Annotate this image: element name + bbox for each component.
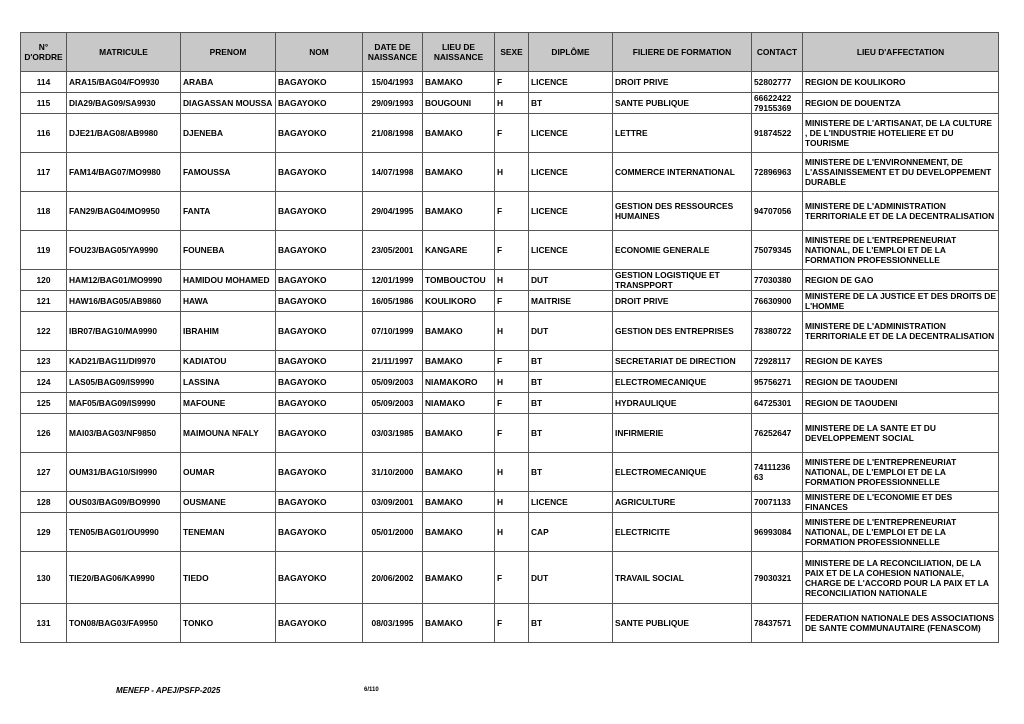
cell-matricule: LAS05/BAG09/IS9990 [67, 372, 181, 393]
header-matricule: MATRICULE [67, 33, 181, 72]
cell-lieu-naissance: NIAMAKO [423, 393, 495, 414]
cell-contact: 72928117 [752, 351, 803, 372]
header-contact: CONTACT [752, 33, 803, 72]
cell-prenom: DJENEBA [181, 114, 276, 153]
header-nom: NOM [276, 33, 363, 72]
cell-date-naissance: 03/03/1985 [363, 414, 423, 453]
cell-lieu-naissance: KOULIKORO [423, 291, 495, 312]
cell-date-naissance: 16/05/1986 [363, 291, 423, 312]
cell-matricule: DJE21/BAG08/AB9980 [67, 114, 181, 153]
cell-contact: 72896963 [752, 153, 803, 192]
cell-nom: BAGAYOKO [276, 414, 363, 453]
cell-diplome: DUT [529, 552, 613, 604]
header-diplome: DIPLÔME [529, 33, 613, 72]
cell-numero-ordre: 114 [21, 72, 67, 93]
cell-filiere: ELECTROMECANIQUE [613, 372, 752, 393]
header-sexe: SEXE [495, 33, 529, 72]
cell-nom: BAGAYOKO [276, 393, 363, 414]
cell-prenom: LASSINA [181, 372, 276, 393]
cell-diplome: DUT [529, 312, 613, 351]
cell-contact: 76252647 [752, 414, 803, 453]
cell-lieu-affectation: REGION DE DOUENTZA [803, 93, 999, 114]
cell-filiere: LETTRE [613, 114, 752, 153]
cell-diplome: LICENCE [529, 114, 613, 153]
cell-matricule: MAI03/BAG03/NF9850 [67, 414, 181, 453]
cell-numero-ordre: 121 [21, 291, 67, 312]
cell-matricule: KAD21/BAG11/DI9970 [67, 351, 181, 372]
cell-prenom: DIAGASSAN MOUSSA [181, 93, 276, 114]
cell-sexe: H [495, 492, 529, 513]
cell-contact: 95756271 [752, 372, 803, 393]
cell-nom: BAGAYOKO [276, 372, 363, 393]
cell-sexe: H [495, 93, 529, 114]
cell-contact: 75079345 [752, 231, 803, 270]
table-row [21, 192, 999, 231]
cell-nom: BAGAYOKO [276, 93, 363, 114]
cell-contact: 66622422 79155369 [752, 93, 803, 114]
cell-diplome: BT [529, 351, 613, 372]
cell-matricule: HAW16/BAG05/AB9860 [67, 291, 181, 312]
cell-sexe: F [495, 114, 529, 153]
cell-contact: 70071133 [752, 492, 803, 513]
cell-diplome: LICENCE [529, 492, 613, 513]
cell-numero-ordre: 115 [21, 93, 67, 114]
table-row [21, 114, 999, 153]
cell-matricule: ARA15/BAG04/FO9930 [67, 72, 181, 93]
cell-diplome: LICENCE [529, 153, 613, 192]
cell-matricule: DIA29/BAG09/SA9930 [67, 93, 181, 114]
cell-lieu-naissance: KANGARE [423, 231, 495, 270]
cell-sexe: H [495, 513, 529, 552]
cell-matricule: FAM14/BAG07/MO9980 [67, 153, 181, 192]
cell-lieu-naissance: BAMAKO [423, 513, 495, 552]
cell-numero-ordre: 122 [21, 312, 67, 351]
table-row [21, 153, 999, 192]
cell-sexe: H [495, 312, 529, 351]
cell-lieu-affectation: MINISTERE DE L'ADMINISTRATION TERRITORIALE ET DE LA DECENTRALISATION [803, 312, 999, 351]
cell-diplome: LICENCE [529, 192, 613, 231]
cell-numero-ordre: 123 [21, 351, 67, 372]
cell-prenom: KADIATOU [181, 351, 276, 372]
cell-diplome: BT [529, 372, 613, 393]
cell-date-naissance: 29/04/1995 [363, 192, 423, 231]
cell-date-naissance: 03/09/2001 [363, 492, 423, 513]
cell-lieu-naissance: BAMAKO [423, 114, 495, 153]
cell-nom: BAGAYOKO [276, 312, 363, 351]
cell-sexe: F [495, 291, 529, 312]
cell-prenom: TIEDO [181, 552, 276, 604]
cell-prenom: FANTA [181, 192, 276, 231]
cell-numero-ordre: 130 [21, 552, 67, 604]
cell-contact: 76630900 [752, 291, 803, 312]
cell-contact: 52802777 [752, 72, 803, 93]
cell-nom: BAGAYOKO [276, 513, 363, 552]
cell-date-naissance: 21/08/1998 [363, 114, 423, 153]
cell-prenom: MAIMOUNA NFALY [181, 414, 276, 453]
cell-date-naissance: 15/04/1993 [363, 72, 423, 93]
cell-nom: BAGAYOKO [276, 153, 363, 192]
cell-filiere: HYDRAULIQUE [613, 393, 752, 414]
cell-sexe: F [495, 192, 529, 231]
cell-lieu-naissance: BAMAKO [423, 192, 495, 231]
cell-filiere: SANTE PUBLIQUE [613, 604, 752, 643]
table-row [21, 414, 999, 453]
cell-lieu-affectation: REGION DE TAOUDENI [803, 372, 999, 393]
cell-lieu-affectation: MINISTERE DE L'ENTREPRENEURIAT NATIONAL, DE L'EMPLOI ET DE LA FORMATION PROFESSIONNELLE [803, 513, 999, 552]
cell-date-naissance: 05/09/2003 [363, 372, 423, 393]
cell-lieu-affectation: MINISTERE DE LA RECONCILIATION, DE LA PAIX ET DE LA COHESION NATIONALE, CHARGE DE L'ACCORD POUR LA PAIX ET LA RECONCILIATION NATIONALE [803, 552, 999, 604]
cell-prenom: FOUNEBA [181, 231, 276, 270]
cell-matricule: TON08/BAG03/FA9950 [67, 604, 181, 643]
cell-filiere: SANTE PUBLIQUE [613, 93, 752, 114]
cell-contact: 79030321 [752, 552, 803, 604]
cell-lieu-naissance: BAMAKO [423, 604, 495, 643]
cell-sexe: H [495, 453, 529, 492]
table-row [21, 72, 999, 93]
page-number: 6/110 [364, 687, 379, 693]
table-row [21, 312, 999, 351]
cell-numero-ordre: 118 [21, 192, 67, 231]
cell-filiere: GESTION LOGISTIQUE ET TRANSPPORT [613, 270, 752, 291]
cell-sexe: F [495, 604, 529, 643]
cell-date-naissance: 29/09/1993 [363, 93, 423, 114]
cell-lieu-naissance: BAMAKO [423, 351, 495, 372]
cell-sexe: F [495, 351, 529, 372]
cell-prenom: OUMAR [181, 453, 276, 492]
cell-date-naissance: 14/07/1998 [363, 153, 423, 192]
table-row [21, 492, 999, 513]
cell-contact: 74111236 63 [752, 453, 803, 492]
cell-lieu-affectation: MINISTERE DE L'ECONOMIE ET DES FINANCES [803, 492, 999, 513]
header-date-naissance: DATE DE NAISSANCE [363, 33, 423, 72]
table-row [21, 604, 999, 643]
cell-sexe: F [495, 414, 529, 453]
cell-lieu-naissance: TOMBOUCTOU [423, 270, 495, 291]
cell-diplome: BT [529, 93, 613, 114]
cell-date-naissance: 07/10/1999 [363, 312, 423, 351]
cell-prenom: OUSMANE [181, 492, 276, 513]
header-lieu-affectation: LIEU D'AFFECTATION [803, 33, 999, 72]
cell-prenom: TONKO [181, 604, 276, 643]
cell-prenom: IBRAHIM [181, 312, 276, 351]
cell-matricule: IBR07/BAG10/MA9990 [67, 312, 181, 351]
cell-filiere: ECONOMIE GENERALE [613, 231, 752, 270]
cell-date-naissance: 21/11/1997 [363, 351, 423, 372]
cell-numero-ordre: 129 [21, 513, 67, 552]
table-row [21, 351, 999, 372]
cell-date-naissance: 05/09/2003 [363, 393, 423, 414]
cell-date-naissance: 08/03/1995 [363, 604, 423, 643]
cell-sexe: H [495, 270, 529, 291]
header-lieu-naissance: LIEU DE NAISSANCE [423, 33, 495, 72]
cell-contact: 64725301 [752, 393, 803, 414]
cell-sexe: F [495, 393, 529, 414]
cell-nom: BAGAYOKO [276, 552, 363, 604]
cell-lieu-naissance: NIAMAKORO [423, 372, 495, 393]
cell-date-naissance: 12/01/1999 [363, 270, 423, 291]
cell-prenom: FAMOUSSA [181, 153, 276, 192]
cell-lieu-affectation: REGION DE GAO [803, 270, 999, 291]
cell-filiere: ELECTROMECANIQUE [613, 453, 752, 492]
cell-diplome: BT [529, 604, 613, 643]
cell-matricule: OUS03/BAG09/BO9990 [67, 492, 181, 513]
cell-date-naissance: 23/05/2001 [363, 231, 423, 270]
cell-diplome: BT [529, 453, 613, 492]
cell-numero-ordre: 131 [21, 604, 67, 643]
cell-lieu-affectation: FEDERATION NATIONALE DES ASSOCIATIONS DE SANTE COMMUNAUTAIRE (FENASCOM) [803, 604, 999, 643]
cell-filiere: DROIT PRIVE [613, 291, 752, 312]
cell-sexe: H [495, 153, 529, 192]
cell-lieu-naissance: BOUGOUNI [423, 93, 495, 114]
cell-lieu-naissance: BAMAKO [423, 453, 495, 492]
cell-lieu-affectation: MINISTERE DE L'ARTISANAT, DE LA CULTURE , DE L'INDUSTRIE HOTELIERE ET DU TOURISME [803, 114, 999, 153]
cell-numero-ordre: 124 [21, 372, 67, 393]
header-numero-ordre: N° D'ORDRE [21, 33, 67, 72]
cell-numero-ordre: 116 [21, 114, 67, 153]
cell-lieu-affectation: REGION DE TAOUDENI [803, 393, 999, 414]
cell-lieu-affectation: MINISTERE DE LA JUSTICE ET DES DROITS DE L'HOMME [803, 291, 999, 312]
header-prenom: PRENOM [181, 33, 276, 72]
cell-matricule: FAN29/BAG04/MO9950 [67, 192, 181, 231]
table-header-row [21, 33, 999, 72]
cell-lieu-affectation: REGION DE KAYES [803, 351, 999, 372]
cell-contact: 96993084 [752, 513, 803, 552]
cell-diplome: DUT [529, 270, 613, 291]
cell-numero-ordre: 117 [21, 153, 67, 192]
cell-filiere: AGRICULTURE [613, 492, 752, 513]
cell-sexe: F [495, 231, 529, 270]
cell-matricule: FOU23/BAG05/YA9990 [67, 231, 181, 270]
cell-filiere: TRAVAIL SOCIAL [613, 552, 752, 604]
cell-nom: BAGAYOKO [276, 114, 363, 153]
table-row [21, 291, 999, 312]
cell-filiere: ELECTRICITE [613, 513, 752, 552]
cell-lieu-naissance: BAMAKO [423, 492, 495, 513]
cell-date-naissance: 20/06/2002 [363, 552, 423, 604]
cell-diplome: LICENCE [529, 72, 613, 93]
cell-matricule: HAM12/BAG01/MO9990 [67, 270, 181, 291]
cell-prenom: HAMIDOU MOHAMED [181, 270, 276, 291]
cell-date-naissance: 31/10/2000 [363, 453, 423, 492]
cell-lieu-naissance: BAMAKO [423, 153, 495, 192]
cell-diplome: CAP [529, 513, 613, 552]
cell-nom: BAGAYOKO [276, 492, 363, 513]
cell-numero-ordre: 120 [21, 270, 67, 291]
cell-nom: BAGAYOKO [276, 72, 363, 93]
cell-numero-ordre: 119 [21, 231, 67, 270]
cell-lieu-affectation: REGION DE KOULIKORO [803, 72, 999, 93]
cell-lieu-naissance: BAMAKO [423, 414, 495, 453]
table-row [21, 393, 999, 414]
cell-diplome: MAITRISE [529, 291, 613, 312]
cell-diplome: BT [529, 393, 613, 414]
table-row [21, 372, 999, 393]
cell-lieu-affectation: MINISTERE DE L'ENVIRONNEMENT, DE L'ASSAINISSEMENT ET DU DEVELOPPEMENT DURABLE [803, 153, 999, 192]
cell-lieu-affectation: MINISTERE DE L'ENTREPRENEURIAT NATIONAL, DE L'EMPLOI ET DE LA FORMATION PROFESSIONNELLE [803, 453, 999, 492]
cell-contact: 78380722 [752, 312, 803, 351]
cell-contact: 91874522 [752, 114, 803, 153]
affectation-table [20, 32, 999, 643]
cell-prenom: HAWA [181, 291, 276, 312]
cell-filiere: DROIT PRIVE [613, 72, 752, 93]
cell-nom: BAGAYOKO [276, 453, 363, 492]
cell-matricule: TIE20/BAG06/KA9990 [67, 552, 181, 604]
cell-filiere: GESTION DES ENTREPRISES [613, 312, 752, 351]
cell-contact: 94707056 [752, 192, 803, 231]
footer-reference: MENEFP - APEJ/PSFP-2025 [116, 686, 221, 695]
table-row [21, 552, 999, 604]
cell-lieu-affectation: MINISTERE DE L'ADMINISTRATION TERRITORIALE ET DE LA DECENTRALISATION [803, 192, 999, 231]
cell-prenom: TENEMAN [181, 513, 276, 552]
header-filiere: FILIERE DE FORMATION [613, 33, 752, 72]
cell-numero-ordre: 126 [21, 414, 67, 453]
cell-nom: BAGAYOKO [276, 291, 363, 312]
cell-numero-ordre: 125 [21, 393, 67, 414]
table-row [21, 270, 999, 291]
cell-prenom: MAFOUNE [181, 393, 276, 414]
cell-lieu-naissance: BAMAKO [423, 72, 495, 93]
cell-nom: BAGAYOKO [276, 270, 363, 291]
cell-lieu-naissance: BAMAKO [423, 552, 495, 604]
cell-lieu-affectation: MINISTERE DE LA SANTE ET DU DEVELOPPEMENT SOCIAL [803, 414, 999, 453]
cell-matricule: MAF05/BAG09/IS9990 [67, 393, 181, 414]
cell-nom: BAGAYOKO [276, 192, 363, 231]
cell-contact: 77030380 [752, 270, 803, 291]
cell-filiere: INFIRMERIE [613, 414, 752, 453]
cell-nom: BAGAYOKO [276, 231, 363, 270]
cell-sexe: F [495, 72, 529, 93]
cell-numero-ordre: 128 [21, 492, 67, 513]
cell-filiere: GESTION DES RESSOURCES HUMAINES [613, 192, 752, 231]
cell-sexe: F [495, 552, 529, 604]
cell-prenom: ARABA [181, 72, 276, 93]
cell-filiere: COMMERCE INTERNATIONAL [613, 153, 752, 192]
cell-lieu-naissance: BAMAKO [423, 312, 495, 351]
cell-matricule: TEN05/BAG01/OU9990 [67, 513, 181, 552]
table-row [21, 231, 999, 270]
cell-filiere: SECRETARIAT DE DIRECTION [613, 351, 752, 372]
cell-lieu-affectation: MINISTERE DE L'ENTREPRENEURIAT NATIONAL, DE L'EMPLOI ET DE LA FORMATION PROFESSIONNELLE [803, 231, 999, 270]
cell-date-naissance: 05/01/2000 [363, 513, 423, 552]
table-row [21, 93, 999, 114]
table-row [21, 453, 999, 492]
cell-diplome: BT [529, 414, 613, 453]
cell-matricule: OUM31/BAG10/SI9990 [67, 453, 181, 492]
table-row [21, 513, 999, 552]
table-body [21, 72, 999, 643]
cell-numero-ordre: 127 [21, 453, 67, 492]
cell-nom: BAGAYOKO [276, 604, 363, 643]
cell-contact: 78437571 [752, 604, 803, 643]
cell-diplome: LICENCE [529, 231, 613, 270]
cell-nom: BAGAYOKO [276, 351, 363, 372]
cell-sexe: H [495, 372, 529, 393]
